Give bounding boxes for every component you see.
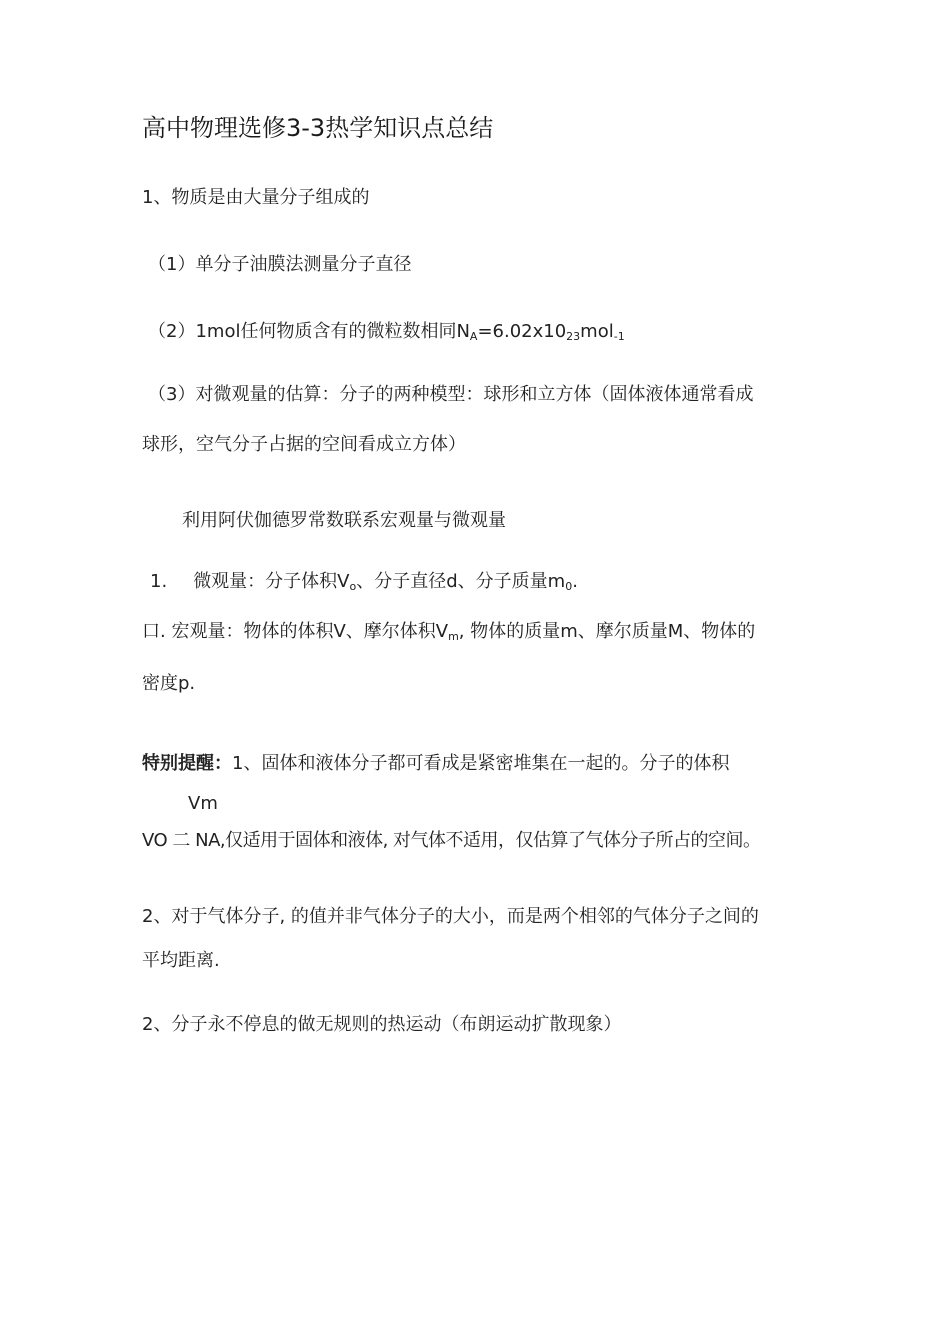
item-1-oil-film: （1）单分子油膜法测量分子直径 xyxy=(148,254,412,275)
formula-numerator: Vm xyxy=(188,793,218,814)
section1-heading: 1、物质是由大量分子组成的 xyxy=(142,187,370,208)
special-reminder: 特别提醒：1、固体和液体分子都可看成是紧密堆集在一起的。分子的体积 xyxy=(142,753,730,774)
macro-quantities-line-1: 口. 宏观量：物体的体积V、摩尔体积$V_m$, 物体的质量m、摩尔质量M、物体的 xyxy=(142,621,756,643)
macro-quantities-line-2: 密度p. xyxy=(142,673,196,694)
page-title: 高中物理选修3-3热学知识点总结 xyxy=(142,114,494,142)
avogadro-note: 利用阿伏伽德罗常数联系宏观量与微观量 xyxy=(182,510,506,531)
micro-quantities: 1. 微观量：分子体积$V_o$、分子直径d、分子质量$m_0$. xyxy=(150,571,578,593)
section2-heading: 2、分子永不停息的做无规则的热运动（布朗运动扩散现象） xyxy=(142,1014,622,1035)
gas-distance-line-1: 2、对于气体分子, 的值并非气体分子的大小，而是两个相邻的气体分子之间的 xyxy=(142,906,759,927)
item-2-avogadro: （2）1mol任何物质含有的微粒数相同$N_A=6.02x10^{23}mol^{-1}$ xyxy=(148,321,625,343)
item-3-line-2: 球形，空气分子占据的空间看成立方体） xyxy=(142,434,466,455)
gas-distance-line-2: 平均距离. xyxy=(142,950,220,971)
formula-line: VO 二 NA,仅适用于固体和液体, 对气体不适用，仅估算了气体分子所占的空间。 xyxy=(142,830,761,851)
reminder-label: 特别提醒： xyxy=(142,753,232,774)
item-3-line-1: （3）对微观量的估算：分子的两种模型：球形和立方体（固体液体通常看成 xyxy=(148,384,754,405)
